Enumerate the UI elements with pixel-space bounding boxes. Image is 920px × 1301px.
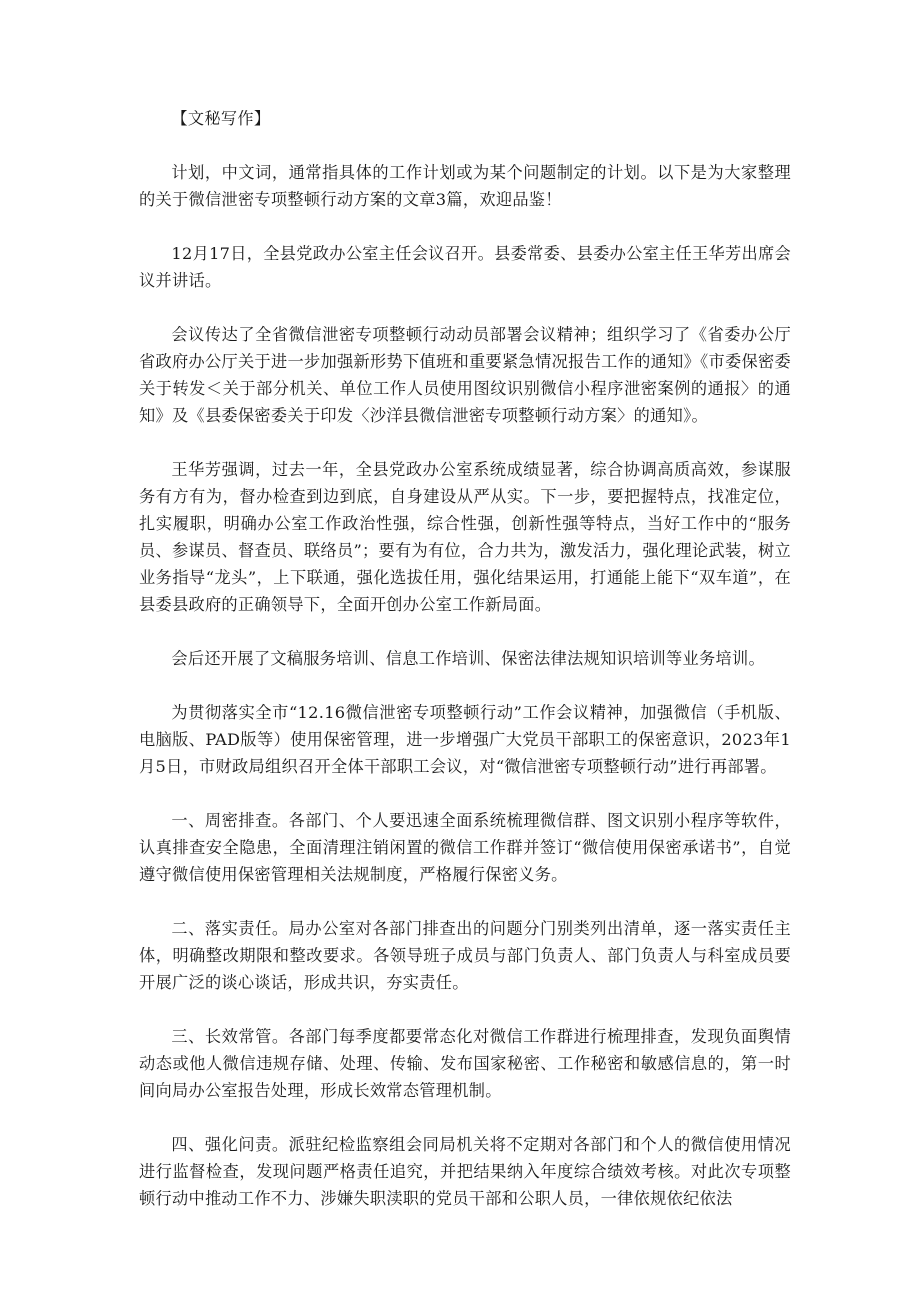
- document-body: [139, 105, 791, 1239]
- finance-bureau-paragraph: 为贯彻落实全市“12.16微信泄密专项整顿行动”工作会议精神，加强微信（手机版、电脑版、PAD版等）使用保密管理，进一步增强广大党员干部职工的保密意识，2023年1月5日，市财政局组织召开全体干部职工会议，对“微信泄密专项整顿行动”进行再部署。: [139, 703, 791, 776]
- meeting-paragraph: 12月17日，全县党政办公室主任会议召开。县委常委、县委办公室主任王华芳出席会议并讲话。: [139, 244, 791, 290]
- training-paragraph: 会后还开展了文稿服务培训、信息工作培训、保密法律法规知识培训等业务培训。: [171, 649, 765, 668]
- item-1-paragraph: 一、周密排查。各部门、个人要迅速全面系统梳理微信群、图文识别小程序等软件，认真排查安全隐患，全面清理注销闲置的微信工作群并签订“微信使用保密承诺书”，自觉遵守微信使用保密管理相关法规制度，严格履行保密义务。: [139, 811, 791, 884]
- speech-paragraph: 王华芳强调，过去一年，全县党政办公室系统成绩显著，综合协调高质高效，参谋服务有方有为，督办检查到边到底，自身建设从严从实。下一步，要把握特点，找准定位，扎实履职，明确办公室工作政治性强，综合性强，创新性强等特点，当好工作中的“服务员、参谋员、督查员、联络员”；要有为有位，合力共为，激发活力，强化理论武装，树立业务指导“龙头”，上下联通，强化选拔任用，强化结果运用，打通能上能下“双车道”，在县委县政府的正确领导下，全面开创办公室工作新局面。: [139, 460, 791, 614]
- meeting-content-paragraph: 会议传达了全省微信泄密专项整顿行动动员部署会议精神；组织学习了《省委办公厅省政府办公厅关于进一步加强新形势下值班和重要紧急情况报告工作的通知》《市委保密委关于转发＜关于部分机关、单位工作人员使用图纹识别微信小程序泄密案例的通报〉的通知》及《县委保密委关于印发〈沙洋县微信泄密专项整顿行动方案〉的通知》。: [139, 325, 791, 425]
- item-3-paragraph: 三、长效常管。各部门每季度都要常态化对微信工作群进行梳理排查，发现负面舆情动态或他人微信违规存储、处理、传输、发布国家秘密、工作秘密和敏感信息的，第一时间向局办公室报告处理，形成长效常态管理机制。: [139, 1027, 791, 1100]
- intro-paragraph: 计划，中文词，通常指具体的工作计划或为某个问题制定的计划。以下是为大家整理的关于微信泄密专项整顿行动方案的文章3篇，欢迎品鉴！: [139, 163, 791, 209]
- category-heading: 【文秘写作】: [171, 109, 271, 128]
- item-4-paragraph: 四、强化问责。派驻纪检监察组会同局机关将不定期对各部门和个人的微信使用情况进行监督检查，发现问题严格责任追究，并把结果纳入年度综合绩效考核。对此次专项整顿行动中推动工作不力、涉嫌失职渎职的党员干部和公职人员，一律依规依纪依法: [139, 1135, 791, 1208]
- item-2-paragraph: 二、落实责任。局办公室对各部门排查出的问题分门别类列出清单，逐一落实责任主体，明确整改期限和整改要求。各领导班子成员与部门负责人、部门负责人与科室成员要开展广泛的谈心谈话，形成共识，夯实责任。: [139, 919, 791, 992]
